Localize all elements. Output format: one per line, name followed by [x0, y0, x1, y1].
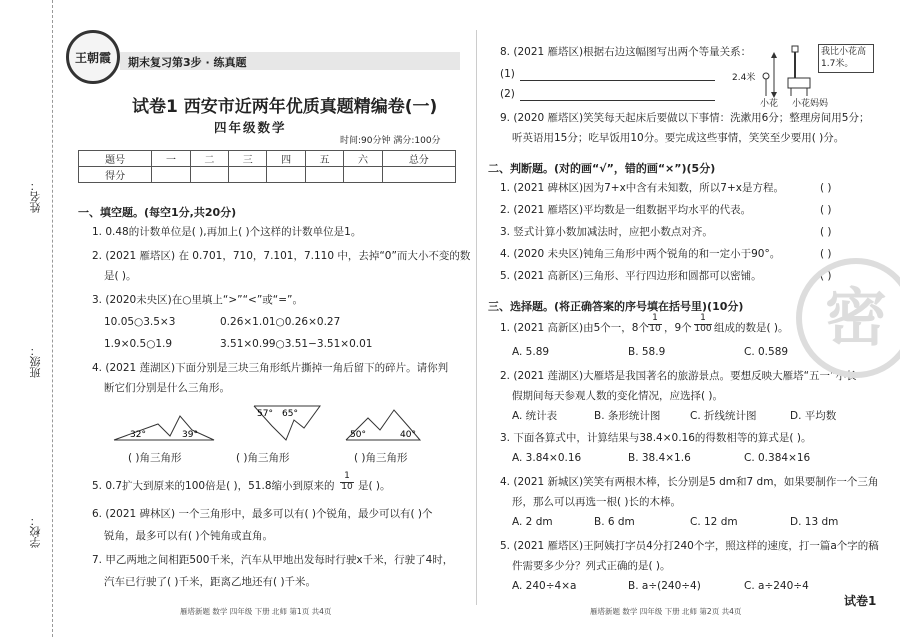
triangle-answer-1: ( )角三角形 — [128, 452, 182, 464]
score-cell: 题号 — [79, 151, 152, 167]
giraffe-figure — [744, 38, 820, 104]
judge-answer-1[interactable]: ( ) — [820, 182, 832, 194]
choice-4-line1: 4. (2021 新城区)笑笑有两根木棒，长分别是5 dm和7 dm，如果要制作一个三角 — [500, 476, 879, 488]
option[interactable]: C. 0.589 — [744, 346, 789, 358]
choice-5-line2: 件需要多少分？列式正确的是( )。 — [512, 560, 671, 572]
score-cell: 总分 — [382, 151, 455, 167]
answer-line-2-label: (2) — [500, 88, 515, 100]
right-footer: 雁塔新题 数学 四年级 下册 北师 第2页 共4页 — [590, 607, 742, 616]
option[interactable]: D. 平均数 — [790, 410, 837, 422]
figure-label-2: 小花妈妈 — [792, 99, 829, 109]
figure-label-1: 小花 — [760, 99, 779, 109]
option[interactable]: A. 3.84×0.16 — [512, 452, 582, 464]
section-judgement: 二、判断题。(对的画“√”，错的画“×”)(5分) — [488, 162, 716, 175]
triangle-answer-2: ( )角三角形 — [236, 452, 290, 464]
angle-label: 57° — [257, 409, 273, 419]
angle-label: 65° — [282, 409, 298, 419]
answer-line-1[interactable] — [520, 80, 715, 81]
score-header-row — [79, 151, 456, 167]
score-input-cell[interactable] — [190, 167, 228, 183]
name-label: 姓名： — [29, 180, 42, 213]
class-label: 班级： — [29, 345, 42, 378]
small-giraffe-icon — [763, 73, 769, 79]
angle-label: 50° — [350, 430, 366, 440]
section-choice: 三、选择题。(将正确答案的序号填在括号里)(10分) — [488, 300, 744, 313]
page-divider — [476, 30, 477, 605]
question-5-part1: 5. 0.7扩大到原来的100倍是( )，51.8缩小到原来的 — [92, 480, 335, 492]
compare-2: 0.26×1.01○0.26×0.27 — [220, 316, 341, 328]
question-7-line2: 汽车已行驶了( )千米，距离乙地还有( )千米。 — [104, 576, 317, 588]
question-6-line1: 6. (2021 碑林区) 一个三角形中，最多可以有( )个锐角，最少可以有( )个 — [92, 508, 433, 520]
option[interactable]: A. 5.89 — [512, 346, 550, 358]
option[interactable]: A. 统计表 — [512, 410, 558, 422]
judge-4: 4. (2020 未央区)钝角三角形中两个锐角的和一定小于90°。 — [500, 248, 781, 260]
score-input-cell[interactable] — [267, 167, 305, 183]
question-4-line1: 4. (2021 莲湖区)下面分别是三块三角形纸片撕掉一角后留下的碎片。请你判 — [92, 362, 449, 374]
option[interactable]: C. 12 dm — [690, 516, 738, 528]
angle-label: 39° — [182, 430, 198, 440]
score-input-cell[interactable] — [305, 167, 343, 183]
arrow-head-icon — [771, 52, 777, 58]
judge-2: 2. (2021 雁塔区)平均数是一组数据平均水平的代表。 — [500, 204, 752, 216]
question-4-line2: 断它们分别是什么三角形。 — [104, 382, 230, 394]
option[interactable]: C. 0.384×16 — [744, 452, 811, 464]
option[interactable]: B. 6 dm — [594, 516, 635, 528]
height-label: 2.4米 — [732, 73, 756, 83]
paper-meta: 时间:90分钟 满分:100分 — [340, 136, 441, 146]
choice-3: 3. 下面各算式中，计算结果与38.4×0.16的得数相等的算式是( )。 — [500, 432, 812, 444]
choice-2-line2: 假期间每天参观人数的变化情况，应选择( )。 — [512, 390, 724, 402]
option[interactable]: B. 38.4×1.6 — [628, 452, 691, 464]
choice-5-line1: 5. (2021 雁塔区)王阿姨打字员4分打240个字，照这样的速度，打一篇a个字的稿 — [500, 540, 879, 552]
score-input-cell[interactable] — [229, 167, 267, 183]
angle-label: 40° — [400, 430, 416, 440]
option[interactable]: C. a÷240÷4 — [744, 580, 809, 592]
score-cell: 得分 — [79, 167, 152, 183]
fraction-one-tenth: 1 10 — [649, 313, 661, 334]
option[interactable]: A. 2 dm — [512, 516, 553, 528]
paper-side-tab: 试卷1 — [844, 594, 877, 608]
choice-4-line2: 形，那么可以再选一根( )长的木棒。 — [512, 496, 682, 508]
score-table — [78, 150, 456, 183]
question-7-line1: 7. 甲乙两地之间相距500千米，汽车从甲地出发每时行驶x千米，行驶了4时， — [92, 554, 454, 566]
left-footer: 雁塔新题 数学 四年级 下册 北师 第1页 共4页 — [180, 607, 332, 616]
answer-line-2[interactable] — [520, 100, 715, 101]
header-banner: 期末复习第3步 · 练真题 — [120, 52, 460, 70]
big-giraffe-icon — [792, 46, 798, 52]
triangle-answer-3: ( )角三角形 — [354, 452, 408, 464]
option[interactable]: B. 条形统计图 — [594, 410, 661, 422]
secret-stamp: 密 — [796, 258, 900, 378]
judge-answer-5[interactable]: ( ) — [820, 270, 832, 282]
option[interactable]: A. 240÷4×a — [512, 580, 577, 592]
score-value-row — [79, 167, 456, 183]
paper-subtitle: 四年级数学 — [214, 120, 287, 135]
fraction-one-tenth: 1 10 — [341, 471, 353, 492]
choice-1-part3: 组成的数是( )。 — [714, 322, 789, 334]
score-input-cell[interactable] — [382, 167, 455, 183]
score-cell: 三 — [229, 151, 267, 167]
score-cell: 六 — [344, 151, 382, 167]
judge-3: 3. 竖式计算小数加减法时，应把小数点对齐。 — [500, 226, 713, 238]
option[interactable]: D. 13 dm — [790, 516, 839, 528]
judge-1: 1. (2021 碑林区)因为7+x中含有未知数，所以7+x是方程。 — [500, 182, 784, 194]
score-input-cell[interactable] — [152, 167, 190, 183]
question-9-line2: 听英语用15分；吃早饭用10分。要完成这些事情，笑笑至少要用( )分。 — [512, 132, 845, 144]
answer-line-1-label: (1) — [500, 68, 515, 80]
score-cell: 四 — [267, 151, 305, 167]
compare-1: 10.05○3.5×3 — [104, 316, 176, 328]
judge-5: 5. (2021 高新区)三角形、平行四边形和圆都可以密铺。 — [500, 270, 762, 282]
question-3: 3. (2020未央区)在○里填上“>”“<”或“=”。 — [92, 294, 303, 306]
fraction-one-hundredth: 1 100 — [694, 313, 712, 334]
option[interactable]: B. a÷(240÷4) — [628, 580, 701, 592]
score-cell: 二 — [190, 151, 228, 167]
judge-answer-2[interactable]: ( ) — [820, 204, 832, 216]
score-cell: 一 — [152, 151, 190, 167]
triangle-fragments-figure — [110, 402, 440, 446]
angle-label: 32° — [130, 430, 146, 440]
speech-bubble: 我比小花高1.7米。 — [818, 44, 874, 73]
compare-4: 3.51×0.99○3.51−3.51×0.01 — [220, 338, 373, 350]
section-fill-blank: 一、填空题。(每空1分,共20分) — [78, 206, 237, 219]
choice-1-part1: 1. (2021 高新区)由5个一，8个 — [500, 322, 649, 334]
question-2-line1: 2. (2021 雁塔区) 在 0.701，710，7.101，7.110 中，去掉“0”而大小不变的数 — [92, 250, 471, 262]
question-8: 8. (2021 雁塔区)根据右边这幅图写出两个等量关系： — [500, 46, 752, 58]
choice-2-line1: 2. (2021 莲湖区)大雁塔是我国著名的旅游景点。要想反映大雁塔“五一”小长 — [500, 370, 857, 382]
big-giraffe-icon — [788, 78, 810, 88]
question-9-line1: 9. (2020 雁塔区)笑笑每天起床后要做以下事情：洗漱用6分；整理房间用5分； — [500, 112, 870, 124]
compare-3: 1.9×0.5○1.9 — [104, 338, 173, 350]
choice-1-part2: ，9个 — [664, 322, 692, 334]
question-6-line2: 锐角，最多可以有( )个钝角或直角。 — [104, 530, 274, 542]
score-input-cell[interactable] — [344, 167, 382, 183]
score-cell: 五 — [305, 151, 343, 167]
school-label: 学校： — [29, 515, 42, 548]
paper-title: 试卷1 西安市近两年优质真题精编卷(一) — [132, 97, 438, 117]
brand-logo: 王朝霞 — [66, 30, 120, 84]
binding-line — [52, 0, 53, 637]
judge-answer-4[interactable]: ( ) — [820, 248, 832, 260]
question-5-part2: 是( )。 — [358, 480, 391, 492]
option[interactable]: C. 折线统计图 — [690, 410, 757, 422]
question-2-line2: 是( )。 — [104, 270, 137, 282]
option[interactable]: B. 58.9 — [628, 346, 666, 358]
judge-answer-3[interactable]: ( ) — [820, 226, 832, 238]
question-1: 1. 0.48的计数单位是( ),再加上( )个这样的计数单位是1。 — [92, 226, 362, 238]
triangle-fragment-1 — [114, 416, 214, 440]
